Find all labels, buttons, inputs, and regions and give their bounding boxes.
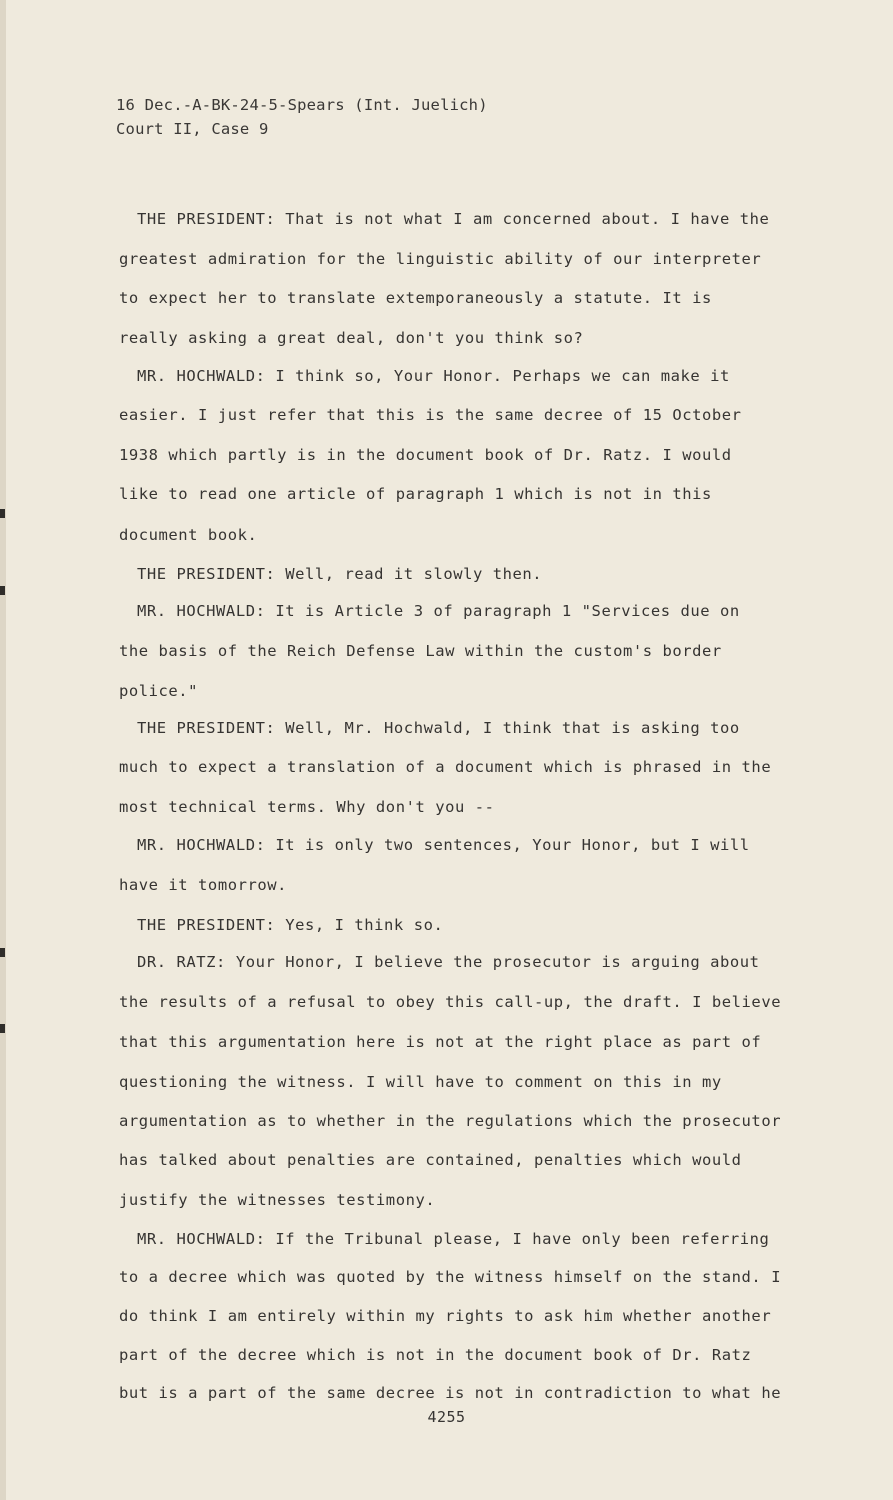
- transcript-line: police.": [119, 682, 199, 700]
- transcript-line: part of the decree which is not in the document book of Dr. Ratz: [119, 1346, 752, 1364]
- header-court-line: Court II, Case 9: [116, 120, 269, 138]
- transcript-line: argumentation as to whether in the regulations which the prosecutor: [119, 1112, 782, 1130]
- transcript-line: really asking a great deal, don't you think so?: [119, 329, 584, 347]
- transcript-line: questioning the witness. I will have to comment on this in my: [119, 1073, 722, 1091]
- transcript-line: have it tomorrow.: [119, 876, 287, 894]
- transcript-line: the results of a refusal to obey this call-up, the draft. I believe: [119, 993, 782, 1011]
- transcript-line: most technical terms. Why don't you --: [119, 798, 495, 816]
- page-number: 4255: [427, 1408, 466, 1426]
- transcript-line: MR. HOCHWALD: If the Tribunal please, I have only been referring: [137, 1230, 770, 1248]
- transcript-line: DR. RATZ: Your Honor, I believe the prosecutor is arguing about: [137, 953, 760, 971]
- transcript-line: 1938 which partly is in the document book of Dr. Ratz. I would: [119, 446, 732, 464]
- transcript-line: much to expect a translation of a document which is phrased in the: [119, 758, 772, 776]
- transcript-line: easier. I just refer that this is the same decree of 15 October: [119, 406, 742, 424]
- transcript-line: to expect her to translate extemporaneously a statute. It is: [119, 289, 712, 307]
- transcript-line: THE PRESIDENT: Yes, I think so.: [137, 916, 444, 934]
- transcript-line: greatest admiration for the linguistic ability of our interpreter: [119, 250, 762, 268]
- transcript-line: that this argumentation here is not at the right place as part of: [119, 1033, 762, 1051]
- transcript-line: MR. HOCHWALD: It is only two sentences, Your Honor, but I will: [137, 836, 750, 854]
- transcript-line: document book.: [119, 526, 258, 544]
- transcript-line: MR. HOCHWALD: I think so, Your Honor. Perhaps we can make it: [137, 367, 730, 385]
- transcript-line: MR. HOCHWALD: It is Article 3 of paragraph 1 "Services due on: [137, 602, 740, 620]
- transcript-line: THE PRESIDENT: Well, Mr. Hochwald, I think that is asking too: [137, 719, 740, 737]
- transcript-line: but is a part of the same decree is not in contradiction to what he: [119, 1384, 782, 1402]
- transcript-line: THE PRESIDENT: That is not what I am concerned about. I have the: [137, 210, 770, 228]
- transcript-line: THE PRESIDENT: Well, read it slowly then.: [137, 565, 543, 583]
- transcript-line: to a decree which was quoted by the witness himself on the stand. I: [119, 1268, 782, 1286]
- header-reference-line: 16 Dec.-A-BK-24-5-Spears (Int. Juelich): [116, 96, 488, 114]
- transcript-line: do think I am entirely within my rights to ask him whether another: [119, 1307, 772, 1325]
- transcript-line: justify the witnesses testimony.: [119, 1191, 436, 1209]
- transcript-line: the basis of the Reich Defense Law within the custom's border: [119, 642, 722, 660]
- transcript-line: like to read one article of paragraph 1 which is not in this: [119, 485, 712, 503]
- transcript-line: has talked about penalties are contained, penalties which would: [119, 1151, 742, 1169]
